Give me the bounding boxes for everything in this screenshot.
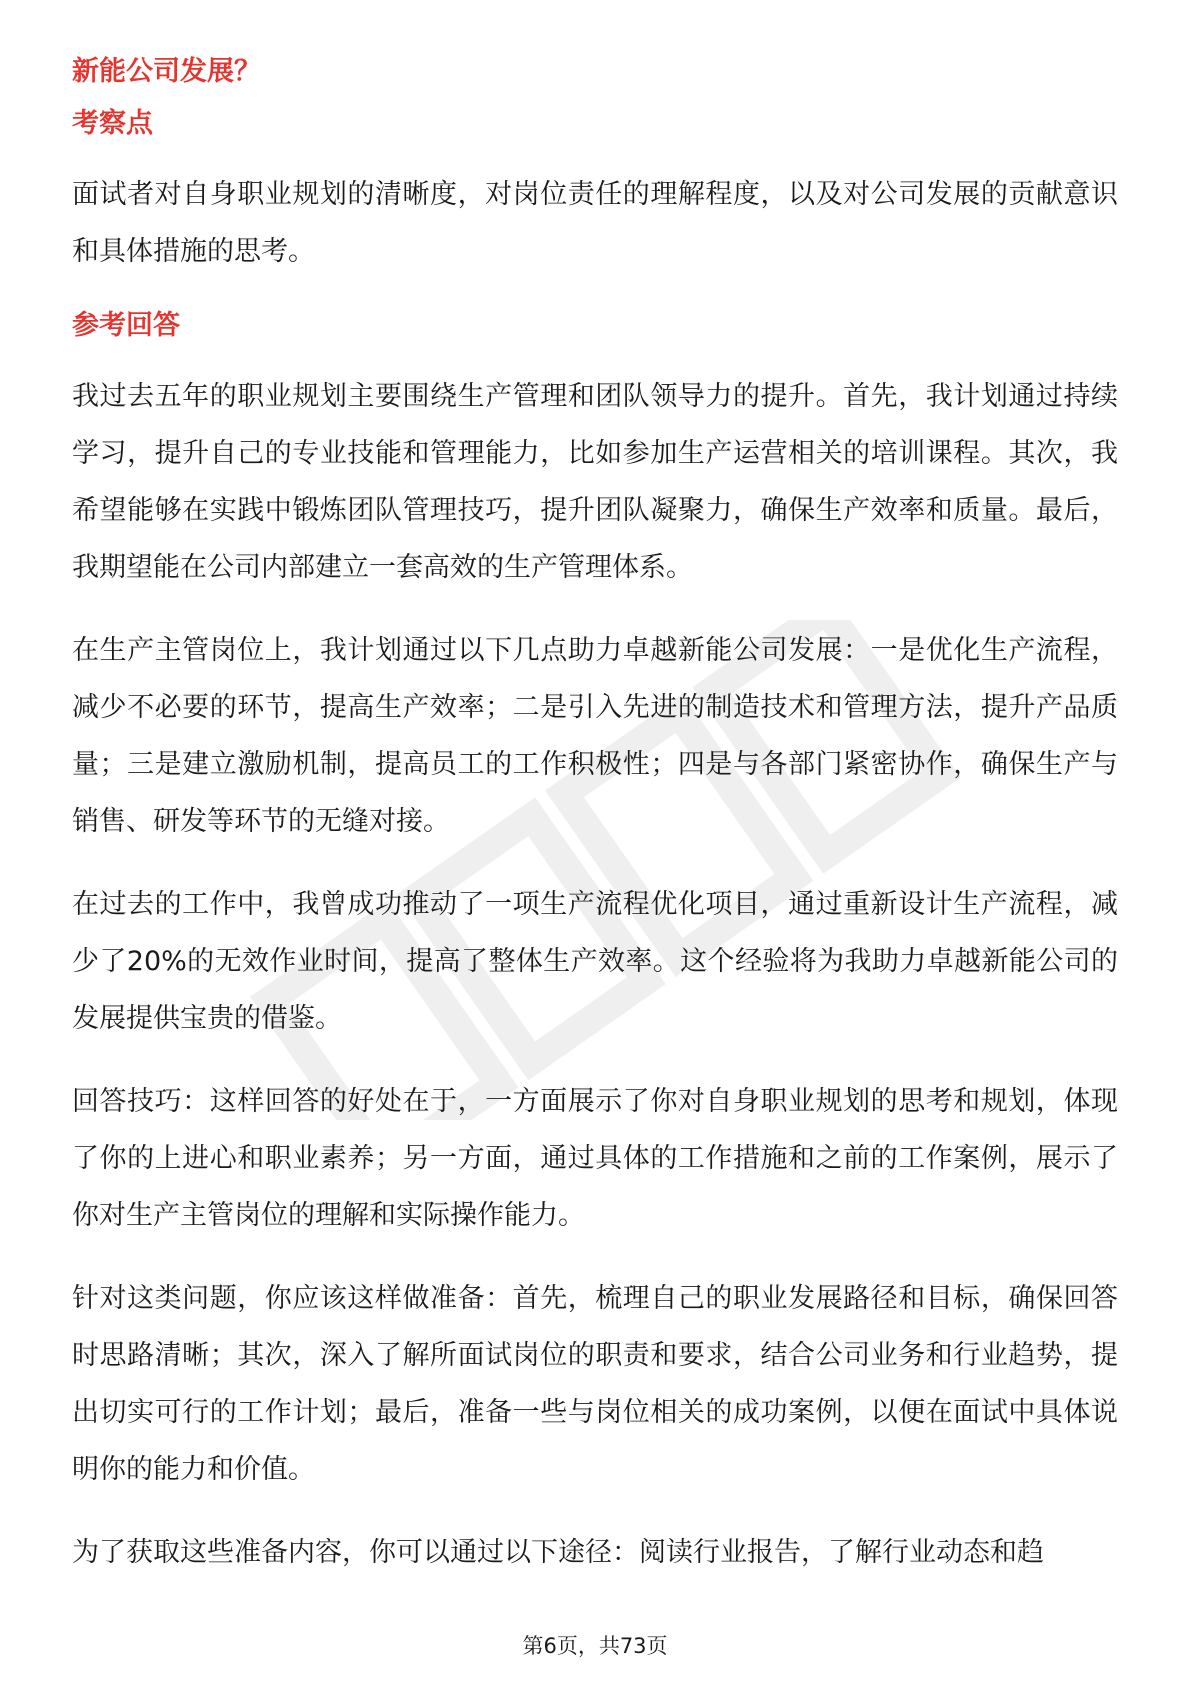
answer-paragraph-1: 我过去五年的职业规划主要围绕生产管理和团队领导力的提升。首先，我计划通过持续学习，提升自己的专业技能和管理能力，比如参加生产运营相关的培训课程。其次，我希望能够在实践中锻炼团队管理技巧，提升团队凝聚力，确保生产效率和质量。最后，我期望能在公司内部建立一套高效的生产管理体系。 (72, 381, 1118, 583)
document-content (72, 52, 1118, 1607)
preparation-paragraph: 针对这类问题，你应该这样做准备：首先，梳理自己的职业发展路径和目标，确保回答时思路清晰；其次，深入了解所面试岗位的职责和要求，结合公司业务和行业趋势，提出切实可行的工作计划；最后，准备一些与岗位相关的成功案例，以便在面试中具体说明你的能力和价值。 (72, 1283, 1118, 1485)
answer-paragraph-3: 在过去的工作中，我曾成功推动了一项生产流程优化项目，通过重新设计生产流程，减少了20%的无效作业时间，提高了整体生产效率。这个经验将为我助力卓越新能公司的发展提供宝贵的借鉴。 (72, 889, 1118, 1034)
key-points-text: 面试者对自身职业规划的清晰度，对岗位责任的理解程度，以及对公司发展的贡献意识和具体措施的思考。 (72, 179, 1118, 267)
answer-tips-paragraph: 回答技巧：这样回答的好处在于，一方面展示了你对自身职业规划的思考和规划，体现了你的上进心和职业素养；另一方面，通过具体的工作措施和之前的工作案例，展示了你对生产主管岗位的理解和实际操作能力。 (72, 1086, 1118, 1231)
page-number-footer: 第6页，共73页 (522, 1634, 668, 1658)
resources-paragraph: 为了获取这些准备内容，你可以通过以下途径：阅读行业报告，了解行业动态和趋 (72, 1537, 1044, 1568)
reference-answer-heading: 参考回答 (72, 310, 180, 341)
question-title: 新能公司发展？ (72, 56, 261, 87)
answer-paragraph-2: 在生产主管岗位上，我计划通过以下几点助力卓越新能公司发展：一是优化生产流程，减少不必要的环节，提高生产效率；二是引入先进的制造技术和管理方法，提升产品质量；三是建立激励机制，提高员工的工作积极性；四是与各部门紧密协作，确保生产与销售、研发等环节的无缝对接。 (72, 635, 1118, 837)
key-points-heading: 考察点 (72, 108, 153, 139)
